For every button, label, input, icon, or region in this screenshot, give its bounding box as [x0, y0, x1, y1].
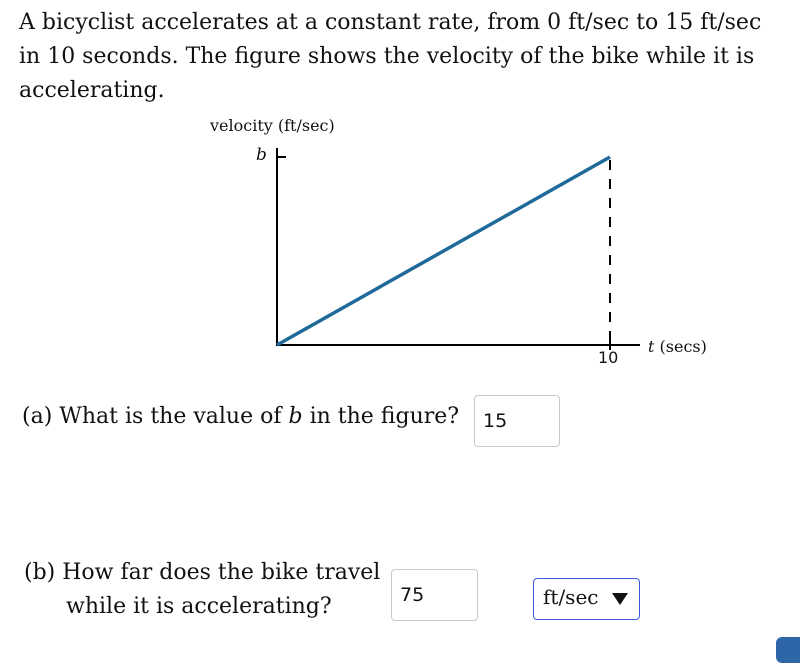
unit-dropdown[interactable]: ft/sec [533, 578, 640, 620]
question-a: (a) What is the value of b in the figure? [22, 404, 460, 429]
answer-b-input[interactable]: 75 [391, 569, 478, 621]
problem-text: A bicyclist accelerates at a constant rate, from 0 ft/sec to 15 ft/sec in 10 seconds. The figure shows the velocity of the bike while it is accelerating. [19, 10, 762, 103]
dropdown-arrow-icon [612, 593, 628, 605]
y-tick-label: b [256, 145, 267, 165]
corner-button[interactable] [776, 637, 800, 663]
question-b: (b) How far does the bike travel while it is accelerating? [24, 560, 381, 619]
y-axis-label: velocity (ft/sec) [210, 116, 335, 135]
answer-a-input[interactable]: 15 [474, 395, 560, 447]
x-axis-label: t (secs) [648, 337, 707, 356]
x-tick-label: 10 [598, 348, 619, 367]
velocity-line [277, 157, 610, 345]
